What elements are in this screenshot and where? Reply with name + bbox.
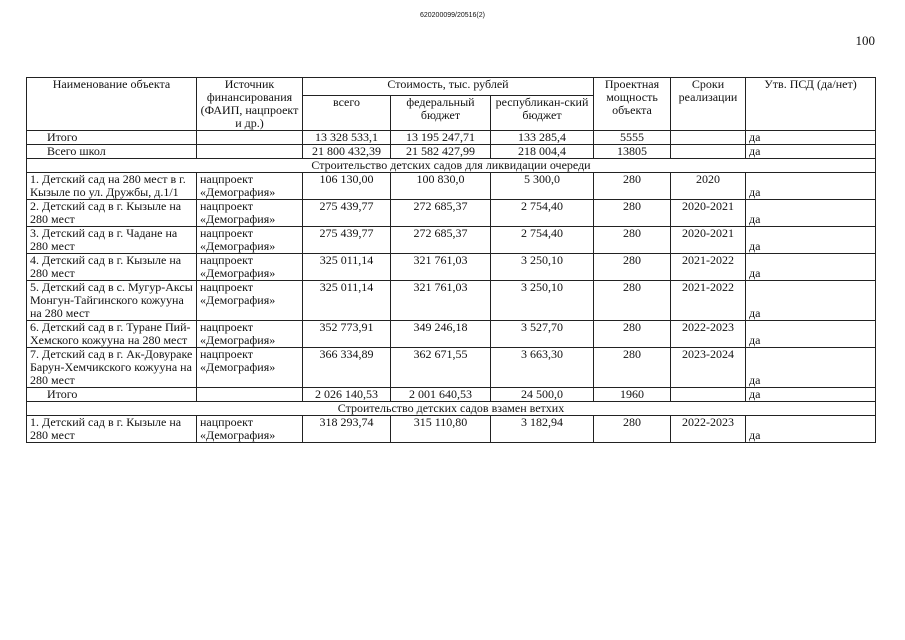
cell-terms: 2021-2022 — [671, 254, 746, 281]
cell-terms: 2020-2021 — [671, 227, 746, 254]
cell-federal: 321 761,03 — [391, 281, 491, 321]
header-cost: Стоимость, тыс. рублей — [303, 78, 594, 96]
cell-name: 3. Детский сад в г. Чадане на 280 мест — [27, 227, 197, 254]
header-source: Источник финансирования (ФАИП, нацпроект и др.) — [197, 78, 303, 131]
cell-psd: да — [746, 227, 876, 254]
cell-terms — [671, 145, 746, 159]
cell-psd: да — [746, 416, 876, 443]
table-row — [27, 227, 876, 254]
cell-name: 6. Детский сад в г. Туране Пий-Хемского кожууна на 280 мест — [27, 321, 197, 348]
section-title: Строительство детских садов взамен ветхих — [27, 402, 876, 416]
cell-capacity: 280 — [594, 416, 671, 443]
cell-federal: 21 582 427,99 — [391, 145, 491, 159]
table-header — [27, 78, 876, 131]
cell-total: 21 800 432,39 — [303, 145, 391, 159]
header-federal: федеральный бюджет — [391, 96, 491, 131]
cell-total: 366 334,89 — [303, 348, 391, 388]
cell-federal: 349 246,18 — [391, 321, 491, 348]
cell-terms — [671, 388, 746, 402]
cell-psd: да — [746, 145, 876, 159]
header-total: всего — [303, 96, 391, 131]
cell-total: 275 439,77 — [303, 227, 391, 254]
table-body — [27, 131, 876, 443]
cell-terms: 2020 — [671, 173, 746, 200]
cell-psd: да — [746, 131, 876, 145]
table-row — [27, 173, 876, 200]
cell-terms: 2023-2024 — [671, 348, 746, 388]
cell-name: 5. Детский сад в с. Мугур-Аксы Монгун-Тайгинского кожууна на 280 мест — [27, 281, 197, 321]
cell-federal: 362 671,55 — [391, 348, 491, 388]
cell-terms: 2021-2022 — [671, 281, 746, 321]
cell-psd: да — [746, 254, 876, 281]
cell-source: нацпроект «Демография» — [197, 173, 303, 200]
cell-federal: 272 685,37 — [391, 227, 491, 254]
cell-name: 1. Детский сад в г. Кызыле на 280 мест — [27, 416, 197, 443]
cell-source — [197, 388, 303, 402]
cell-capacity: 280 — [594, 173, 671, 200]
table-row — [27, 348, 876, 388]
cell-source — [197, 145, 303, 159]
cell-source — [197, 131, 303, 145]
table-row — [27, 281, 876, 321]
cell-psd: да — [746, 321, 876, 348]
header-republic: республикан-ский бюджет — [491, 96, 594, 131]
cell-terms: 2022-2023 — [671, 321, 746, 348]
header-psd: Утв. ПСД (да/нет) — [746, 78, 876, 131]
cell-psd: да — [746, 281, 876, 321]
cell-total: 275 439,77 — [303, 200, 391, 227]
table-row — [27, 321, 876, 348]
cell-capacity: 5555 — [594, 131, 671, 145]
cell-total: 13 328 533,1 — [303, 131, 391, 145]
cell-republic: 218 004,4 — [491, 145, 594, 159]
summary-row — [27, 145, 876, 159]
table-row — [27, 416, 876, 443]
section-heading-replacement — [27, 402, 876, 416]
table-row — [27, 254, 876, 281]
cell-psd: да — [746, 388, 876, 402]
cell-name: Всего школ — [27, 145, 197, 159]
cell-name: 4. Детский сад в г. Кызыле на 280 мест — [27, 254, 197, 281]
cell-federal: 272 685,37 — [391, 200, 491, 227]
cell-source: нацпроект «Демография» — [197, 200, 303, 227]
cell-source: нацпроект «Демография» — [197, 281, 303, 321]
cell-republic: 3 663,30 — [491, 348, 594, 388]
cell-federal: 2 001 640,53 — [391, 388, 491, 402]
cell-source: нацпроект «Демография» — [197, 254, 303, 281]
cell-total: 106 130,00 — [303, 173, 391, 200]
cell-federal: 321 761,03 — [391, 254, 491, 281]
cell-terms: 2022-2023 — [671, 416, 746, 443]
section-heading-queue — [27, 159, 876, 173]
cell-psd: да — [746, 348, 876, 388]
cell-capacity: 280 — [594, 321, 671, 348]
header-capacity: Проектная мощность объекта — [594, 78, 671, 131]
cell-source: нацпроект «Демография» — [197, 321, 303, 348]
cell-total: 2 026 140,53 — [303, 388, 391, 402]
cell-republic: 2 754,40 — [491, 227, 594, 254]
header-name: Наименование объекта — [27, 78, 197, 131]
cell-republic: 3 527,70 — [491, 321, 594, 348]
header-terms: Сроки реализации — [671, 78, 746, 131]
table-row — [27, 200, 876, 227]
cell-source: нацпроект «Демография» — [197, 348, 303, 388]
cell-total: 325 011,14 — [303, 254, 391, 281]
cell-republic: 5 300,0 — [491, 173, 594, 200]
total-row — [27, 388, 876, 402]
cell-source: нацпроект «Демография» — [197, 227, 303, 254]
cell-name: 2. Детский сад в г. Кызыле на 280 мест — [27, 200, 197, 227]
section-title: Строительство детских садов для ликвидации очереди — [27, 159, 876, 173]
cell-psd: да — [746, 200, 876, 227]
cell-capacity: 280 — [594, 254, 671, 281]
cell-terms: 2020-2021 — [671, 200, 746, 227]
cell-capacity: 1960 — [594, 388, 671, 402]
cell-total: 318 293,74 — [303, 416, 391, 443]
cell-capacity: 280 — [594, 200, 671, 227]
cell-capacity: 280 — [594, 348, 671, 388]
cell-republic: 3 250,10 — [491, 254, 594, 281]
cell-federal: 100 830,0 — [391, 173, 491, 200]
cell-federal: 315 110,80 — [391, 416, 491, 443]
cell-name: 1. Детский сад на 280 мест в г. Кызыле по ул. Дружбы, д.1/1 — [27, 173, 197, 200]
cell-source: нацпроект «Демография» — [197, 416, 303, 443]
cell-republic: 133 285,4 — [491, 131, 594, 145]
cell-capacity: 280 — [594, 281, 671, 321]
cell-total: 325 011,14 — [303, 281, 391, 321]
cell-republic: 24 500,0 — [491, 388, 594, 402]
document-id: 620200099/20516(2) — [419, 12, 485, 19]
cell-capacity: 13805 — [594, 145, 671, 159]
cell-federal: 13 195 247,71 — [391, 131, 491, 145]
cell-psd: да — [746, 173, 876, 200]
cell-capacity: 280 — [594, 227, 671, 254]
cell-name: 7. Детский сад в г. Ак-Довураке Барун-Хемчикского кожууна на 280 мест — [27, 348, 197, 388]
page-number: 100 — [855, 33, 875, 48]
cell-republic: 2 754,40 — [491, 200, 594, 227]
cell-name: Итого — [27, 131, 197, 145]
cell-republic: 3 250,10 — [491, 281, 594, 321]
cell-name: Итого — [27, 388, 197, 402]
cell-republic: 3 182,94 — [491, 416, 594, 443]
cell-total: 352 773,91 — [303, 321, 391, 348]
summary-row — [27, 131, 876, 145]
cell-terms — [671, 131, 746, 145]
objects-table — [26, 77, 876, 443]
